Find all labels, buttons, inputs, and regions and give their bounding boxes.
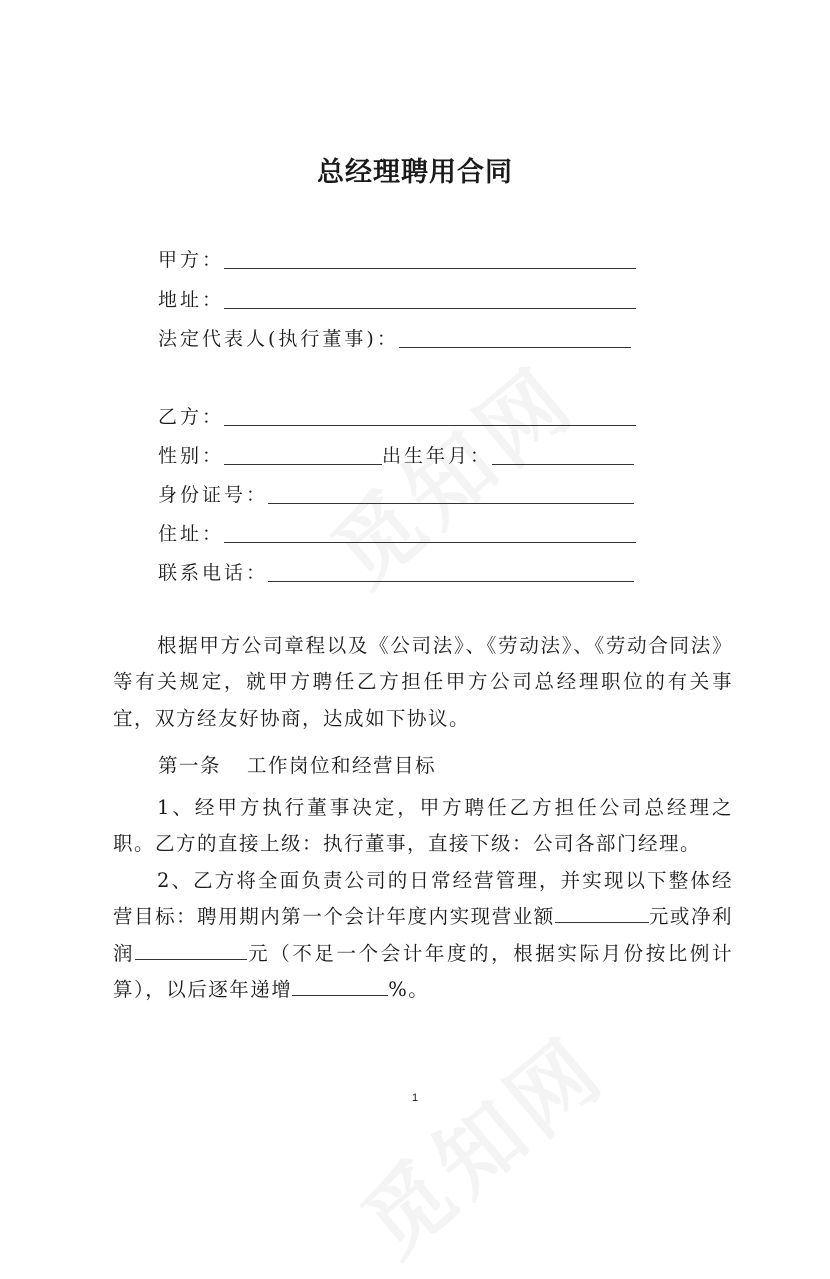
- party-a-address-blank[interactable]: [224, 286, 636, 309]
- party-a-name-label: 甲方：: [158, 249, 225, 271]
- party-b-gender-blank[interactable]: [224, 442, 382, 465]
- party-b-birth-blank[interactable]: [492, 442, 634, 465]
- party-b-residence-field: [158, 518, 636, 546]
- article-1-item-1: 1、经甲方执行董事决定，甲方聘任乙方担任公司总经理之职。乙方的直接上级：执行董事，直接下级：公司各部门经理。: [113, 796, 733, 856]
- article-1-number: 第一条: [158, 754, 222, 777]
- party-b-gender-birth-field: [158, 440, 634, 468]
- party-b-residence-blank[interactable]: [224, 520, 636, 543]
- revenue-blank[interactable]: [555, 902, 649, 923]
- article-1-title: 工作岗位和经营目标: [247, 754, 437, 777]
- intro-paragraph: 根据甲方公司章程以及《公司法》、《劳动法》、《劳动合同法》等有关规定，就甲方聘任乙方担任甲方公司总经理职位的有关事宜，双方经友好协商，达成如下协议。: [113, 634, 733, 730]
- party-a-legal-rep-field: [158, 323, 631, 351]
- party-b-name-blank[interactable]: [224, 403, 636, 426]
- party-b-residence-label: 住址：: [158, 523, 225, 545]
- growth-rate-blank[interactable]: [292, 975, 388, 996]
- party-b-id-label: 身份证号：: [158, 484, 269, 506]
- item-2-text-3: 元（不足一个会计年度的，根据实际月份按比例计算），以后逐年递增: [113, 941, 733, 1002]
- party-a-name-blank[interactable]: [224, 246, 636, 269]
- document-title: 总经理聘用合同: [317, 157, 513, 188]
- party-b-gender-label: 性别：: [158, 445, 225, 467]
- article-1-heading: [158, 750, 436, 778]
- party-b-id-blank[interactable]: [268, 481, 634, 504]
- party-a-address-label: 地址：: [158, 289, 225, 311]
- party-a-name-field: [158, 244, 636, 272]
- item-2-text-1: 2、乙方将全面负责公司的日常经营管理，并实现以下整体经营目标：聘用期内第一个会计年度内实现营业额: [113, 869, 733, 929]
- party-b-phone-blank[interactable]: [268, 559, 634, 582]
- party-a-legal-rep-label: 法定代表人(执行董事)：: [158, 328, 399, 350]
- article-1-item-2: [113, 863, 733, 1009]
- page-number: 1: [411, 1092, 419, 1104]
- party-b-id-field: [158, 479, 634, 507]
- party-b-phone-field: [158, 557, 634, 585]
- party-a-legal-rep-blank[interactable]: [399, 325, 631, 348]
- party-b-birth-label: 出生年月：: [382, 445, 493, 467]
- party-b-name-field: [158, 401, 636, 429]
- item-2-text-4: %。: [388, 978, 430, 1002]
- item-2-text-2: 元或净利润: [113, 905, 733, 965]
- party-a-address-field: [158, 284, 636, 312]
- party-b-name-label: 乙方：: [158, 406, 225, 428]
- net-profit-blank[interactable]: [135, 939, 247, 960]
- party-b-phone-label: 联系电话：: [158, 562, 269, 584]
- watermark-bottom: [331, 1017, 588, 1253]
